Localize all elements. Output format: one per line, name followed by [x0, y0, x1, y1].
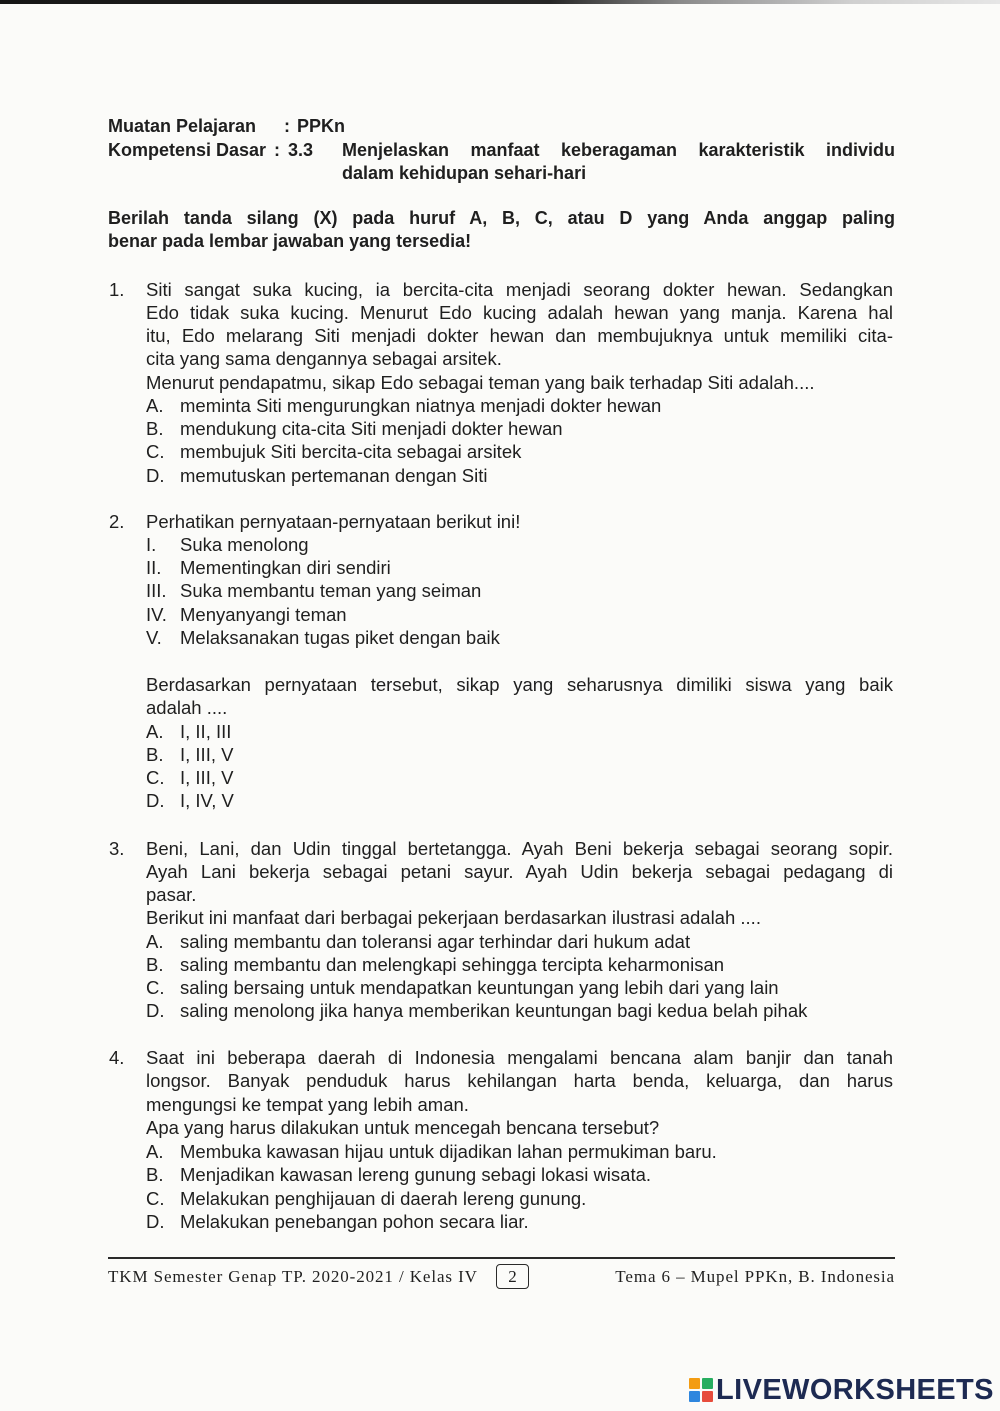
question-prompt: Menurut pendapatmu, sikap Edo sebagai teman yang baik terhadap Siti adalah....: [146, 371, 815, 393]
answer-option-a: [146, 930, 893, 953]
question-prompt: adalah ....: [146, 697, 228, 719]
option-text: I, II, III: [180, 720, 232, 742]
question-text-line: longsor. Banyak penduduk harus kehilangan harta benda, keluarga, dan harus: [146, 1070, 893, 1091]
statement-label: V.: [146, 626, 162, 648]
question-text-line: Siti sangat suka kucing, ia bercita-cita menjadi seorang dokter hewan. Sedangkan: [146, 278, 893, 300]
question-body: [146, 837, 893, 1023]
liveworksheets-logo-icon: [689, 1378, 713, 1402]
option-text: Membuka kawasan hijau untuk dijadikan lahan permukiman baru.: [180, 1140, 717, 1162]
statement-text: Menyanyangi teman: [180, 603, 347, 625]
statement-item: [146, 556, 893, 579]
question-body: [146, 278, 893, 487]
footer-right-text: Tema 6 – Mupel PPKn, B. Indonesia: [615, 1267, 895, 1286]
option-label: D.: [146, 1000, 165, 1022]
instruction: [108, 207, 895, 254]
answer-option-d: [146, 1210, 893, 1234]
option-label: C.: [146, 441, 165, 463]
answer-option-c: [146, 440, 893, 463]
instruction-line: benar pada lembar jawaban yang tersedia!: [108, 231, 472, 252]
question-body: [146, 510, 893, 813]
subject-colon: :: [284, 115, 290, 136]
question-prompt: Apa yang harus dilakukan untuk mencegah bencana tersebut?: [146, 1117, 660, 1138]
answer-option-d: [146, 789, 893, 812]
competency-text-line: Menjelaskan manfaat keberagaman karakteristik individu: [342, 139, 895, 160]
question-text-line: itu, Edo melarang Siti menjadi dokter hewan dan membujuknya untuk memiliki cita-: [146, 325, 893, 346]
option-text: I, III, V: [180, 743, 234, 765]
logo-tile-icon: [689, 1391, 700, 1402]
statement-item: [146, 579, 893, 602]
option-label: B.: [146, 1164, 164, 1185]
option-label: A.: [146, 1140, 164, 1162]
option-text: saling bersaing untuk mendapatkan keuntungan yang lebih dari yang lain: [180, 977, 779, 998]
option-label: B.: [146, 418, 164, 439]
option-label: A.: [146, 930, 164, 952]
subject-label: Muatan Pelajaran: [108, 115, 257, 136]
option-label: C.: [146, 977, 165, 998]
statement-label: II.: [146, 557, 162, 578]
option-text: Melakukan penghijauan di daerah lereng gunung.: [180, 1187, 587, 1209]
question-body: [146, 1046, 893, 1234]
option-label: A.: [146, 720, 164, 742]
statement-text: Suka membantu teman yang seiman: [180, 580, 482, 602]
statement-text: Mementingkan diri sendiri: [180, 557, 391, 578]
answer-option-c: [146, 766, 893, 789]
option-text: saling membantu dan melengkapi sehingga tercipta keharmonisan: [180, 953, 725, 975]
option-text: Melakukan penebangan pohon secara liar.: [180, 1211, 529, 1232]
question-text-line: cita yang sama dengannya sebagai arsitek.: [146, 348, 502, 370]
option-text: membujuk Siti bercita-cita sebagai arsitek: [180, 441, 522, 463]
option-label: B.: [146, 953, 164, 975]
question-text-line: mengungsi ke tempat yang lebih aman.: [146, 1093, 469, 1115]
competency-label: Kompetensi Dasar: [108, 139, 267, 160]
option-text: saling menolong jika hanya memberikan keuntungan bagi kedua belah pihak: [180, 1000, 808, 1022]
instruction-line: Berilah tanda silang (X) pada huruf A, B, C, atau D yang Anda anggap paling: [108, 208, 895, 228]
statement-item: [146, 533, 893, 556]
answer-option-b: [146, 953, 893, 976]
answer-option-b: [146, 1163, 893, 1187]
option-label: D.: [146, 1211, 165, 1232]
competency-text-line: dalam kehidupan sehari-hari: [342, 162, 587, 183]
statement-text: Melaksanakan tugas piket dengan baik: [180, 626, 500, 648]
option-label: C.: [146, 1187, 165, 1209]
logo-tile-icon: [689, 1378, 700, 1389]
question-number: 4.: [109, 1046, 125, 1068]
answer-option-a: [146, 1140, 893, 1164]
question-number: 2.: [109, 510, 125, 532]
option-label: A.: [146, 394, 164, 416]
logo-tile-icon: [702, 1378, 713, 1389]
option-text: memutuskan pertemanan dengan Siti: [180, 464, 488, 486]
logo-tile-icon: [702, 1391, 713, 1402]
option-label: C.: [146, 767, 165, 788]
question-text-line: Beni, Lani, dan Udin tinggal bertetangga. Ayah Beni bekerja sebagai seorang sopir.: [146, 837, 893, 859]
question-prompt: Berikut ini manfaat dari berbagai pekerjaan berdasarkan ilustrasi adalah ....: [146, 907, 761, 929]
competency-colon: :: [274, 139, 280, 160]
answer-option-b: [146, 743, 893, 766]
question-text-line: pasar.: [146, 884, 197, 905]
option-label: B.: [146, 743, 164, 765]
answer-option-d: [146, 464, 893, 487]
statement-item: [146, 626, 893, 649]
answer-option-d: [146, 999, 893, 1022]
footer-rule: [108, 1257, 895, 1259]
question-text-line: Edo tidak suka kucing. Menurut Edo kucing adalah hewan yang manja. Karena hal: [146, 301, 893, 323]
statement-label: IV.: [146, 603, 167, 625]
watermark-logo-text: LIVEWORKSHEETS: [716, 1374, 994, 1406]
option-label: D.: [146, 790, 165, 812]
answer-option-c: [146, 1187, 893, 1211]
question-number: 1.: [109, 278, 125, 300]
option-text: mendukung cita-cita Siti menjadi dokter hewan: [180, 418, 563, 439]
scan-edge: [0, 0, 1000, 4]
answer-option-b: [146, 417, 893, 440]
competency-number: 3.3: [288, 139, 314, 160]
option-text: Menjadikan kawasan lereng gunung sebagi lokasi wisata.: [180, 1164, 652, 1185]
question-text-line: Perhatikan pernyataan-pernyataan berikut ini!: [146, 510, 521, 532]
option-label: D.: [146, 464, 165, 486]
subject-value: PPKn: [297, 115, 346, 136]
answer-option-c: [146, 976, 893, 999]
statement-label: III.: [146, 580, 167, 602]
option-text: I, IV, V: [180, 790, 234, 812]
option-text: meminta Siti mengurungkan niatnya menjadi dokter hewan: [180, 394, 662, 416]
statement-text: Suka menolong: [180, 533, 309, 555]
statement-item: [146, 603, 893, 626]
answer-option-a: [146, 394, 893, 417]
option-text: saling membantu dan toleransi agar terhindar dari hukum adat: [180, 930, 691, 952]
question-number: 3.: [109, 837, 125, 859]
question-text-line: Ayah Lani bekerja sebagai petani sayur. Ayah Udin bekerja sebagai pedagang di: [146, 860, 893, 882]
statement-label: I.: [146, 533, 157, 555]
spacer: [146, 649, 893, 673]
option-text: I, III, V: [180, 767, 234, 788]
question-text-line: Saat ini beberapa daerah di Indonesia mengalami bencana alam banjir dan tanah: [146, 1046, 893, 1068]
question-prompt: Berdasarkan pernyataan tersebut, sikap yang seharusnya dimiliki siswa yang baik: [146, 674, 893, 695]
page-number: 2: [496, 1264, 529, 1289]
answer-option-a: [146, 720, 893, 743]
footer-left-text: TKM Semester Genap TP. 2020-2021 / Kelas IV: [108, 1267, 478, 1286]
